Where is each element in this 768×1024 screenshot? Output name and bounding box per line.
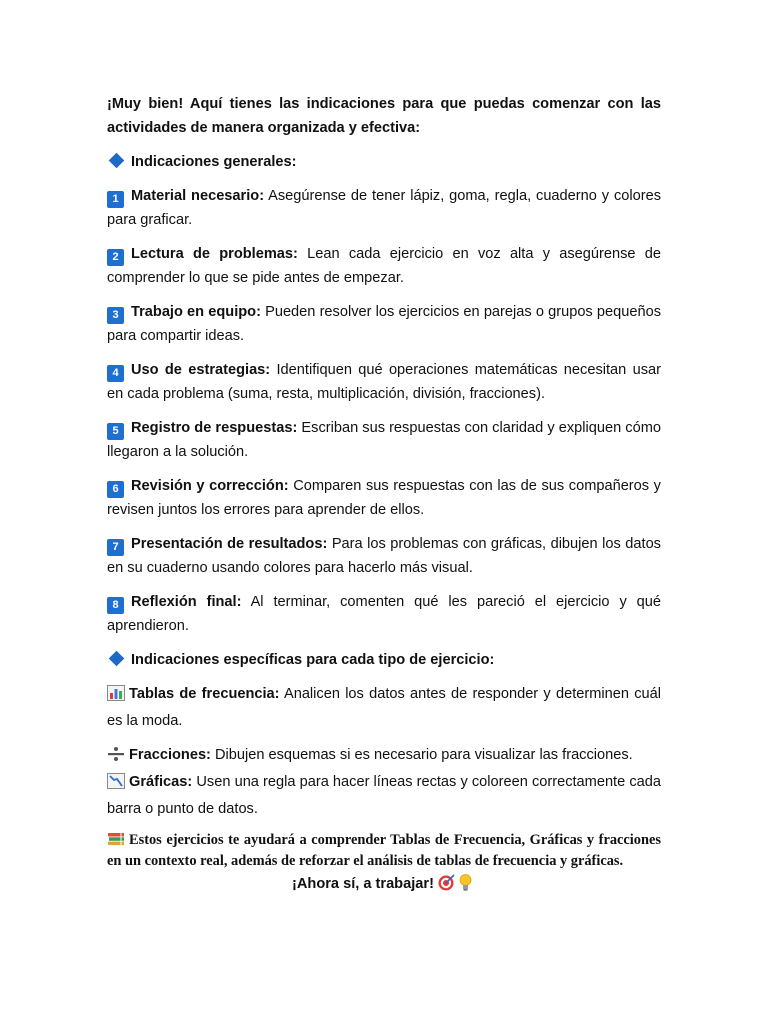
chart-decreasing-icon xyxy=(107,773,125,797)
specific-item-graphs: Gráficas: Usen una regla para hacer líneas rectas y coloreen correctamente cada barra o punto de datos. xyxy=(107,774,661,817)
number-8-icon: 8 xyxy=(107,597,124,614)
cheer-line: ¡Ahora sí, a trabajar! xyxy=(107,872,661,899)
number-5-icon: 5 xyxy=(107,423,124,440)
specific-item-frequency: Tablas de frecuencia: Analicen los datos antes de responder y determinen cuál es la moda. xyxy=(107,686,661,729)
general-item-1: 1 Material necesario: Asegúrense de tener lápiz, goma, regla, cuaderno y colores para graficar. xyxy=(107,188,661,228)
number-6-icon: 6 xyxy=(107,481,124,498)
books-icon xyxy=(107,831,125,852)
specific-heading: Indicaciones específicas para cada tipo de ejercicio: xyxy=(107,648,661,672)
general-item-3: 3 Trabajo en equipo: Pueden resolver los ejercicios en parejas o grupos pequeños para compartir ideas. xyxy=(107,304,661,344)
specific-item-fractions: Fracciones: Dibujen esquemas si es necesario para visualizar las fracciones. xyxy=(107,743,661,770)
blue-diamond-icon xyxy=(109,651,125,667)
number-3-icon: 3 xyxy=(107,307,124,324)
bar-chart-icon xyxy=(107,685,125,709)
general-item-6: 6 Revisión y corrección: Comparen sus respuestas con las de sus compañeros y revisen juntos los errores para aprender de ellos. xyxy=(107,478,661,518)
general-item-7: 7 Presentación de resultados: Para los problemas con gráficas, dibujen los datos en su cuaderno usando colores para hacerlo más visual. xyxy=(107,536,661,576)
general-item-4: 4 Uso de estrategias: Identifiquen qué operaciones matemáticas necesitan usar en cada problema (suma, resta, multiplicación, división, fracciones). xyxy=(107,362,661,402)
general-heading: Indicaciones generales: xyxy=(107,150,661,174)
divide-icon xyxy=(107,746,125,770)
number-1-icon: 1 xyxy=(107,191,124,208)
general-item-2: 2 Lectura de problemas: Lean cada ejercicio en voz alta y asegúrense de comprender lo que se pide antes de empezar. xyxy=(107,246,661,286)
closing-paragraph: Estos ejercicios te ayudará a comprender Tablas de Frecuencia, Gráficas y fracciones en un contexto real, además de reforzar el análisis de tablas de frecuencia y gráficas. xyxy=(107,832,661,869)
document-page xyxy=(107,92,661,899)
intro-paragraph: ¡Muy bien! Aquí tienes las indicaciones para que puedas comenzar con las actividades de manera organizada y efectiva: xyxy=(107,96,661,136)
lightbulb-icon xyxy=(459,874,472,899)
blue-diamond-icon xyxy=(109,153,125,169)
number-4-icon: 4 xyxy=(107,365,124,382)
number-7-icon: 7 xyxy=(107,539,124,556)
number-2-icon: 2 xyxy=(107,249,124,266)
target-icon xyxy=(438,874,455,899)
general-item-5: 5 Registro de respuestas: Escriban sus respuestas con claridad y expliquen cómo llegaron a la solución. xyxy=(107,420,661,460)
general-item-8: 8 Reflexión final: Al terminar, comenten qué les pareció el ejercicio y qué aprendieron. xyxy=(107,594,662,634)
